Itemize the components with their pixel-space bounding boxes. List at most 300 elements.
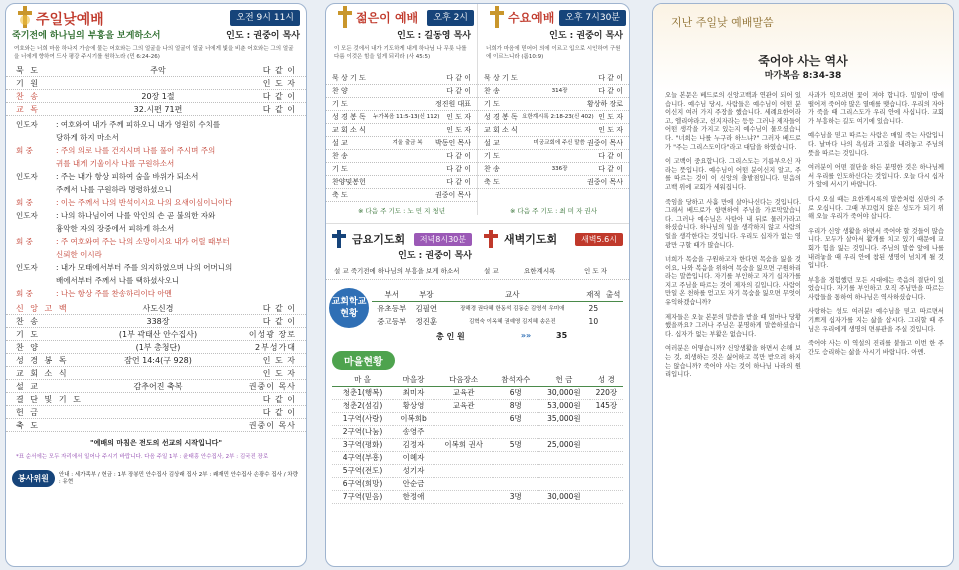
village-row [332,451,623,464]
village-cell: 2구역(나눔) [332,425,393,438]
wednesday-service [478,4,629,215]
village-cell: 교육관 [434,399,494,412]
youth-desc: 이 모든 것에서 내가 기도하게 내게 하나님 나 무릇 나를 다름 이것은 힘을 일게 되리라 (사 45:5) [334,46,467,60]
youth-order-list [326,72,477,202]
responsive-text: : 여호와여 내가 주께 피하오니 내가 영원히 수치를 [56,120,221,129]
school-enrolled: 25 [588,303,599,313]
sunday-order-item: 헌 금 [16,408,40,417]
wednesday-order-person: 권중이 목사 [586,139,623,147]
sermon-paragraph: 죽어야 사는 이 역설의 진리를 붙들고 이번 한 주간도 승리하는 삶을 사시기 바랍니다. 아멘. [808,340,944,356]
sunday-order-item: 설 교 [16,382,40,391]
sermon-paragraph: 사과가 익으려면 꽃이 져야 합니다. 밀알이 땅에 떨어져 죽어야 많은 열매를 맺습니다. 우리의 자아가 죽을 때 그리스도가 우리 안에 사십니다. 교회가 부흥하는 길도 여기에 있습니다. [808,92,944,125]
youth-order-row [326,163,477,176]
responsive-line [6,131,306,144]
wednesday-order-item: 설 교 [484,139,500,147]
village-cell [538,425,590,438]
youth-order-content [384,189,431,201]
service-team [6,466,306,491]
village-cell [538,477,590,490]
service-team-label: 봉사위원 [12,470,55,487]
sermon-paragraph: 여러분이 어떤 결단을 하든 분명한 것은 하나님께서 우리를 인도하신다는 것입니다. 오늘 다시 십자가 앞에 서시기 바랍니다. [808,164,944,189]
wednesday-time: 오후 7시30분 [559,10,626,26]
youth-order-content [384,150,431,162]
responsive-reading [6,118,306,300]
worship-motto: "예배의 마침은 전도의 선교의 시작입니다" [90,439,222,447]
village-cell: 5구역(전도) [332,464,393,477]
sunday-order-person: 다 같 이 [262,395,296,404]
sunday-order-row [6,354,306,367]
village-cell [590,464,623,477]
responsive-text: : 나의 하나님이여 나를 악인의 손 곧 불의한 자와 [56,211,216,220]
village-cell [538,464,590,477]
sunday-order-content [74,393,242,405]
sunday-order-person: 다 같 이 [262,317,296,326]
youth-order-item: 찬 송 [332,152,348,160]
school-dept: 유초등부 [377,303,407,313]
village-row [332,438,623,451]
responsive-speaker: 인도자 [16,172,38,181]
village-cell: 7구역(믿음) [332,490,393,503]
wednesday-leader: 인도 : 권중이 목사 [549,31,623,41]
cross-icon [16,6,34,28]
youth-order-content [384,85,431,97]
responsive-text: : 주는 내가 항상 피하여 숨을 바위가 되소서 [56,172,199,181]
wednesday-order-content: 미궁교회에 주신 말씀 [533,140,585,146]
youth-order-content [384,163,431,175]
sunday-intro: 여호와는 너희 마음 하나지 가슴에 물는 어호와는 그의 얼굴을 나의 얼굴이 얼굴 너에게 빛을 비춘 어호와는 그의 얼굴을 너에게 향하여 드사 평강 주시기를 원하노라 (민 6:24-26) [14,46,294,60]
village-cell [434,464,494,477]
village-header: 성 경 [590,373,623,386]
youth-order-row [326,189,477,202]
sunday-order-row [6,380,306,393]
village-title: 마을현황 [332,351,395,370]
village-row [332,477,623,490]
youth-order-item: 성 경 봉 독 [332,113,366,121]
youth-order-row [326,111,477,124]
wednesday-order-person: 인 도 자 [598,126,623,134]
sunday-order-content: (1부 곽태산 안수집사) [118,330,198,339]
village-cell [493,425,538,438]
sermon-paragraph: 사랑하는 성도 여러분! 예수님을 믿고 따르면서 기쁘게 십자가를 지는 삶을 삽시다. 그리할 때 주님은 우리에게 생명의 면류관을 주실 것입니다. [808,308,944,333]
sunday-order-person: 2부성가대 [254,343,296,352]
sunday-order-person: 권중이 목사 [248,421,296,430]
school-attendance [603,301,623,315]
responsive-speaker: 회 중 [16,237,33,246]
responsive-text: : 나는 항상 주를 찬송하리이다 아멘 [56,289,172,298]
sunday-order-content: 32.시편 71편 [133,105,183,114]
school-head: 정진훈 [415,316,438,326]
friday-prayer [326,230,478,262]
youth-order-row [326,150,477,163]
responsive-text: 배에서부터 주께서 나를 택하셨사오니 [56,276,180,285]
sermon-paragraph: 예수님을 믿고 따르는 사람은 매일 죽는 사람입니다. 날마다 나의 욕심과 고집을 내려놓고 주님의 뜻을 따르는 것입니다. [808,132,944,157]
youth-order-person: 다 같 이 [446,178,471,186]
village-cell: 4구역(부흥) [332,451,393,464]
village-cell [493,451,538,464]
youth-title: 젊은이 예배 [356,11,419,25]
sermon-paragraph: 죽임을 당하고 사흘 만에 살아나신다는 것입니다. 그래서 베드로가 항변하여 주님을 가로막았습니다. 그러나 예수님은 사탄아 내 뒤로 물러가라고 하셨습니다. 하나님의 일을 생각하지 않고 사람의 일을 생각한다는 것입니다. 우리도 십자가 없는 영광만 구할 때가 많습니다. [665,198,801,249]
youth-order-row [326,124,477,137]
sunday-order-row [6,315,306,328]
sermon-paragraph: 다시 오실 때는 요한계시록의 말씀처럼 심판의 주로 오십니다. 그때 부끄럽지 않은 성도가 되기 위해 오늘 우리가 죽어야 삽니다. [808,195,944,221]
wednesday-order-row [478,137,629,150]
total-label: 총 인 원 [436,332,465,341]
wednesday-order-person: 다 같 이 [598,152,623,160]
cross-icon [488,6,506,28]
sunday-order-content [74,419,242,431]
dawn-sermon-text: 요한계시록 [524,267,556,275]
village-row [332,412,623,425]
responsive-line [6,287,306,300]
responsive-text: 주께서 나를 구원하라 명령하셨으니 [56,185,172,194]
village-cell: 6명 [493,386,538,399]
wednesday-order-item: 찬 송 [484,87,500,95]
responsive-line [6,248,306,261]
sunday-order-content [74,367,242,379]
responsive-line [6,261,306,274]
responsive-line [6,196,306,209]
sermon-reference: 마가복음 8:34-38 [764,71,842,81]
dawn-sermon-label: 설 교 [484,267,499,275]
church-school-total-row [326,328,629,342]
sunday-order-row [6,77,306,90]
sunday-order-item: 기 도 [16,330,40,339]
village-cell [493,477,538,490]
responsive-line [6,222,306,235]
sunday-order-item: 교 독 [16,105,40,114]
youth-order-person: 인 도 자 [446,126,471,134]
school-row [372,315,623,329]
wednesday-order-row [478,150,629,163]
wednesday-order-person: 권중이 목사 [586,178,623,186]
school-head: 김필연 [415,303,438,313]
wednesday-order-content [536,98,583,110]
church-school-title: 교회학교 현황 [329,288,369,328]
village-cell [434,425,494,438]
weekly-services-panel [325,3,630,567]
youth-order-person: 다 같 이 [446,87,471,95]
sunday-order-content: 감추어진 축복 [133,382,183,391]
sunday-order-row [6,90,306,103]
youth-order-item: 기 도 [332,100,348,108]
responsive-speaker: 인도자 [16,211,38,220]
responsive-text: 신뢰한 이시라 [56,250,102,259]
youth-order-person: 정진원 대표 [434,100,471,108]
sermon-paragraph: 여러분은 어떻습니까? 신앙생활을 하면서 손해 보는 것, 희생하는 것은 싫어하고 복만 받으려 하지는 않습니까? 죽어야 사는 것이 하나님 나라의 원리입니다. [665,345,801,379]
sermon-paragraph: 부흥을 경험했던 모든 시대에는 죽음의 결단이 있었습니다. 자기를 부인하고 오직 주님만을 따르는 사람들을 통하여 하나님은 역사하셨습니다. [808,276,944,301]
sunday-order-list [6,64,306,116]
school-teachers: 장해경 권다혜 한동석 김동순 김영석 우미애 [460,306,565,312]
wednesday-order-person: 다 같 이 [598,165,623,173]
sunday-order-content: 주악 [150,66,166,75]
village-cell: 최미자 [393,386,434,399]
church-school-status [326,288,629,328]
school-teachers: 김혁숙 이옥혜 권예영 김지혜 송은진 [468,319,556,326]
sunday-order-person: 권중이 목사 [248,382,296,391]
responsive-speaker: 인도자 [16,263,38,272]
sunday-order-content: 338장 [146,317,170,326]
responsive-speaker: 회 중 [16,146,33,155]
responsive-line [6,118,306,131]
youth-order-person: 박동인 목사 [434,139,471,147]
youth-order-item: 찬 양 [332,87,348,95]
sunday-order-content [74,406,242,418]
village-row [332,490,623,503]
wednesday-desc: 너희가 마음에 믿어어 의에 이르고 입으로 시인하여 구원에 이르느니라 (롬10:9) [486,46,621,60]
sunday-order-person: 인 도 자 [262,369,296,378]
sermon-paragraph: 이 고백이 중요합니다. 그리스도는 기름부으신 자라는 뜻입니다. 예수님이 어떤 분이신지 알고, 주를 따르는 것이 이 신앙의 출발점입니다. 믿음의 고백 위에 교회가 세워집니다. [665,158,801,191]
village-header: 헌 금 [538,373,590,386]
responsive-text: 흉악한 자의 장중에서 피하게 하소서 [56,224,175,233]
village-row [332,425,623,438]
sunday-order-item: 찬 송 [16,317,40,326]
sunday-service-time: 오전 9시 11시 [230,10,300,26]
village-cell: 청춘1(행복) [332,386,393,399]
youth-time: 오후 2시 [427,10,474,26]
sermon-column-2 [808,92,944,363]
sunday-order-row [6,341,306,354]
youth-order-row [326,137,477,150]
youth-order-item: 교 회 소 식 [332,126,366,134]
village-cell: 이복희b [393,412,434,425]
responsive-line [6,144,306,157]
total-arrow: »» [520,331,532,340]
responsive-line [6,274,306,287]
wednesday-order-item: 기 도 [484,100,500,108]
sermon-title: 죽어야 사는 역사 [758,54,848,68]
wednesday-order-content [536,150,583,162]
responsive-line [6,235,306,248]
village-cell: 30,000원 [538,490,590,503]
friday-sermon: 설 교 죽기전에 하나님의 부흥을 보게 하소서 [334,267,460,275]
church-school-table [372,288,623,328]
sunday-order-item: 신 앙 고 백 [16,304,69,313]
wednesday-order-content: 314장 [551,88,568,94]
village-cell [590,451,623,464]
village-table [332,373,623,504]
wednesday-order-item: 묵 상 기 도 [484,74,518,82]
school-header: 교사 [441,288,583,301]
responsive-text: : 이는 주께서 나의 반석이시요 나의 요새이심이니이다 [56,198,233,207]
youth-order-item: 축 도 [332,191,348,199]
sermon-paragraph: 오늘 본문은 베드로의 신앙고백과 연관이 되어 있습니다. 예수님 당시, 사람들은 예수님이 어떤 분이신지 여러 가지 주장을 했습니다. 세례요한이라고, 엘리야라고, 선지자라는 등등 그러나 제자들이 어떤 생각을 가지고 있는지 예수님이 물으셨습니다. "너희는 나를 누구라 하느냐?" 그러자 베드로가 "주는 그리스도이다"라고 대답을 하였습니다. [665,92,801,151]
village-cell: 220장 [590,386,623,399]
wednesday-order-person: 다 같 이 [598,74,623,82]
cross-icon [336,6,354,28]
village-row [332,386,623,399]
wednesday-order-person: 인 도 자 [598,113,623,121]
sunday-order-content: (1부 총청단) [135,343,181,352]
wednesday-order-item: 교 회 소 식 [484,126,518,134]
school-header: 재적 [583,288,603,301]
wednesday-order-content [536,124,583,136]
wednesday-title: 수요예배 [508,11,555,25]
sunday-order-item: 교 회 소 식 [16,369,69,378]
sunday-service-header [6,4,306,30]
sermon-paragraph: 제자들은 오늘 본문의 말씀을 받을 때 얼마나 당황했을까요? 그러나 주님은 분명하게 말씀하셨습니다. 십자가 없는 부활은 없습니다. [665,313,801,338]
responsive-text: : 내가 모태에서부터 주를 의지하였으며 나의 어머니의 [56,263,233,272]
friday-leader: 인도 : 권중이 목사 [398,251,472,261]
school-attendance [603,315,623,329]
village-cell [434,477,494,490]
village-cell [493,464,538,477]
village-cell: 30,000원 [538,386,590,399]
village-row [332,399,623,412]
youth-order-item: 설 교 [332,139,348,147]
cross-icon [484,230,498,248]
sermon-paragraph: 우리가 신앙 생활을 하면서 죽어야 할 것들이 많습니다. 모두가 살아서 활개를 치고 있기 때문에 교회가 힘을 잃는 것입니다. 주님의 말씀 앞에 나를 내려놓을 때 우리 안에 참된 생명이 넘치게 될 것입니다. [808,227,944,270]
sunday-order-item: 기 원 [16,79,40,88]
village-header: 다음장소 [434,373,494,386]
youth-order-person: 다 같 이 [446,165,471,173]
responsive-text: : 주의 의로 나를 건지시며 나를 풀어 주시며 주의 [56,146,216,155]
sunday-order-person: 인 도 자 [262,356,296,365]
village-row [332,464,623,477]
village-header: 참석자수 [493,373,538,386]
village-cell: 한정애 [393,490,434,503]
village-cell: 6구역(희망) [332,477,393,490]
youth-order-content: 누가복음 11:5-13(신 112) [373,114,440,120]
village-cell: 1구역(사랑) [332,412,393,425]
village-cell: 25,000원 [538,438,590,451]
sunday-order-person: 다 같 이 [262,304,296,313]
youth-order-row [326,176,477,189]
village-cell [590,477,623,490]
school-header: 부장 [412,288,442,301]
cross-icon [332,230,346,248]
wednesday-order-person: 다 같 이 [598,87,623,95]
village-cell [434,490,494,503]
wednesday-order-row [478,98,629,111]
responsive-line [6,183,306,196]
village-cell: 교육관 [434,386,494,399]
wednesday-order-list [478,72,629,189]
sunday-order-person: 다 같 이 [262,408,296,417]
sunday-service-panel [5,3,307,567]
village-cell: 성기자 [393,464,434,477]
dawn-time: 새벽5.6시 [575,233,623,246]
responsive-text: 당하게 하지 마소서 [56,133,119,142]
village-cell: 3구역(평화) [332,438,393,451]
wednesday-order-item: 축 도 [484,178,500,186]
village-header: 마을장 [393,373,434,386]
sunday-order-row [6,419,306,432]
school-row [372,301,623,315]
village-cell [590,425,623,438]
sermon-paragraph: 너희가 목숨을 구원하고자 한다면 목숨을 잃을 것이요, 나와 복음을 위하여 목숨을 잃으면 구원하리라는 말씀입니다. 자기를 부인하고 자기 십자가를 지고 주님을 따르는 것이 제자의 길입니다. 사람이 만일 온 천하를 얻고도 자기 목숨을 잃으면 무엇이 유익하겠습니까? [665,256,801,307]
village-cell: 황상영 [393,399,434,412]
dawn-title: 새벽기도회 [504,233,558,246]
responsive-text: : 주 여호와여 주는 나의 소망이시요 내가 어릴 때부터 [56,237,230,246]
responsive-text: 귀를 내게 기울이사 나를 구원하소서 [56,159,175,168]
youth-order-item: 기 도 [332,165,348,173]
village-cell [434,451,494,464]
village-cell: 이복희 권사 [434,438,494,451]
sunday-order-content: 20장 1절 [141,92,175,101]
sunday-order-item: 결 단 및 기 도 [16,395,83,404]
school-header: 출석 [603,288,623,301]
youth-order-person: 다 같 이 [446,152,471,160]
youth-order-person: 권중이 목사 [434,191,471,199]
sunday-order-item: 찬 양 [16,343,40,352]
village-cell: 5명 [493,438,538,451]
sunday-order-person: 이성광 장로 [248,330,296,339]
responsive-speaker: 인도자 [16,120,38,129]
youth-order-row [326,98,477,111]
total-value: 35 [556,331,568,340]
school-dept: 중고등부 [377,316,407,326]
village-cell: 이혜자 [393,451,434,464]
sunday-order-row [6,302,306,315]
sunday-order-item: 축 도 [16,421,40,430]
village-cell: 6명 [493,412,538,425]
village-cell: 8명 [493,399,538,412]
sunday-order-item: 찬 송 [16,92,40,101]
wednesday-order-item: 찬 송 [484,165,500,173]
youth-order-content [384,98,431,110]
youth-note: ※ 다음 주 기도 : 노 민 지 청년 [358,207,445,215]
youth-order-content: 겨울 출금 복 [392,140,423,146]
sunday-order-person: 다 같 이 [262,92,296,101]
youth-order-item: 찬양및봉헌 [332,178,366,186]
responsive-line [6,157,306,170]
sunday-order-row [6,103,306,116]
village-cell: 송영주 [393,425,434,438]
village-cell [590,490,623,503]
wednesday-order-person: 황상하 장로 [586,100,623,108]
sunday-footnote: *표 순서에는 모두 자리에서 일어나 주시기 바랍니다. 다음 주일 1부 : 윤태흥 안수집사, 2부 : 김국진 장로 [16,454,269,460]
village-header: 마 을 [332,373,393,386]
village-cell: 145장 [590,399,623,412]
wednesday-order-row [478,111,629,124]
youth-leader: 인도 : 길동영 목사 [397,31,471,41]
sunday-order-person: 다 같 이 [262,105,296,114]
wednesday-order-item: 기 도 [484,152,500,160]
dawn-speaker: 인 도 자 [584,267,607,275]
sunday-order-row [6,328,306,341]
youth-order-person: 인 도 자 [446,113,471,121]
wednesday-order-content [536,176,583,188]
wednesday-order-row [478,124,629,137]
sunday-order-person: 다 같 이 [262,66,296,75]
village-cell: 청춘2(섬김) [332,399,393,412]
wednesday-order-item: 성 경 봉 독 [484,113,518,121]
responsive-speaker: 회 중 [16,198,33,207]
village-cell: 3명 [493,490,538,503]
responsive-speaker: 회 중 [16,289,33,298]
school-enrolled: 10 [588,316,599,326]
wednesday-order-row [478,176,629,189]
sunday-order-row [6,367,306,380]
sunday-order-content: 잠언 14:4(구 928) [124,356,192,365]
responsive-line [6,170,306,183]
sunday-theme: 죽기전에 하나님의 부흥을 보게하소서 [12,31,161,41]
sunday-order-item: 성 경 봉 독 [16,356,69,365]
sunday-order-row [6,406,306,419]
village-cell: 53,000원 [538,399,590,412]
wednesday-order-row [478,72,629,85]
wednesday-order-row [478,163,629,176]
service-team-text: 안내 : 세가족부 / 헌금 : 1부 장봉민 안수집사 김상래 집사 2부 : 쾌재민 안수집사 손광수 집사 / 차량 : 유현 [58,471,298,485]
youth-order-content [384,124,431,136]
youth-order-content [384,72,431,84]
village-cell: 김정자 [393,438,434,451]
village-cell [538,451,590,464]
youth-service [326,4,478,215]
wednesday-order-content: 336장 [551,166,568,172]
village-cell [590,412,623,425]
sunday-order-row [6,393,306,406]
